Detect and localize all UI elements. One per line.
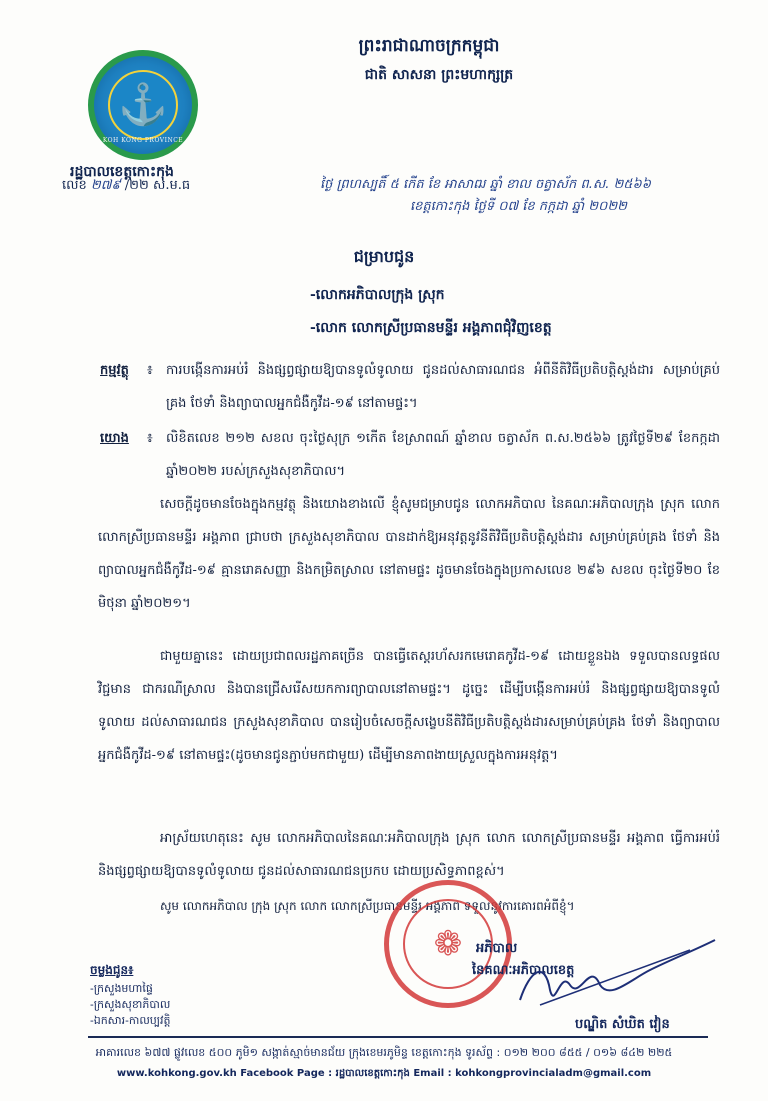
body-paragraph-2: ជាមួយគ្នានេះ ដោយប្រជាពលរដ្ឋភាគច្រើន បានធ្វើតេស្តរហ័សរកមេរោគកូវីដ-១៩ ដោយខ្លួនឯង ទទួលបានលទ្ធផលវិជ្ជមាន ជាករណីស្រាល និងបានជ្រើសរើសយកការព្យាបាលនៅតាមផ្ទះ។ ដូច្នេះ ដើម្បីបង្កើនការអប់រំ និងផ្សព្វផ្សាយឱ្យបានទូលំទូលាយ ដល់សាធារណជន ក្រសួងសុខាភិបាល បានរៀបចំសេចក្តីសង្ខេបនីតិវិធីប្រតិបត្តិស្តង់ដារសម្រាប់គ្រប់គ្រង ថែទាំ និងព្យាបាលអ្នកជំងឺកូវីដ-១៩ នៅតាមផ្ទះ(ដូចមានជូនភ្ជាប់មកជាមួយ) ដើម្បីមានភាពងាយស្រួលក្នុងការអនុវត្ត។ [98,649,720,763]
copy-to-item: -ក្រសួងសុខាភិបាល [90,998,171,1011]
kingdom-title: ព្រះរាជាណាចក្រកម្ពុជា [358,36,500,56]
lunar-date: ថ្ងៃ ព្រហស្បតិ៍ ៥ កើត ខែ អាសាឍ ឆ្នាំ ខាល ចត្វាស័ក ព.ស. ២៥៦៦ [320,177,651,192]
ref-number: ២៧៩ [90,178,121,193]
recipient-2: -លោក លោកស្រីប្រធានមន្ទីរ អង្គភាពជុំវិញខេត្ត [310,320,552,336]
handwritten-signature [500,930,720,1020]
footer-address: អាគារលេខ ៦៧៧ ផ្លូវលេខ ៥០០ ភូមិ១ សង្កាត់ស្មាច់មានជ័យ ក្រុងខេមរភូមិន្ទ ខេត្តកោះកុង ទូរស័ព្ទ : ០១២ ២០០ ៨៥៥ / ០១៦ ៨៤២ ២២៥ [95,1046,673,1059]
footer-divider [88,1036,708,1038]
ref-label: លេខ [62,178,87,193]
signatory-title: អភិបាល [476,941,518,956]
signatory-name: បណ្ឌិត សំឃិត វៀន [575,1017,670,1032]
national-motto: ជាតិ សាសនា ព្រះមហាក្សត្រ [364,67,514,83]
solar-date: ខេត្តកោះកុង ថ្ងៃទី ០៧ ខែ កក្កដា ឆ្នាំ ២០២២ [410,199,628,214]
recipient-1: -លោកអភិបាលក្រុង ស្រុក [310,287,445,303]
subject-row [100,354,720,420]
signatory-title-2: នៃគណៈអភិបាលខេត្ត [472,963,575,978]
anchor-icon: ⚓ [118,82,168,128]
subject-colon: ៖ [147,363,153,378]
body-paragraph-3: អាស្រ័យហេតុនេះ សូម លោកអភិបាលនៃគណៈអភិបាលក្រុង ស្រុក លោក លោកស្រីប្រធានមន្ទីរ អង្គភាព ធ្វើការអប់រំ និងផ្សព្វផ្សាយឱ្យបានទូលំទូលាយ ជូនដល់សាធារណជនប្រកប ដោយប្រសិទ្ធភាពខ្ពស់។ [98,831,720,879]
closing-paragraph: សូម លោកអភិបាល ក្រុង ស្រុក លោក លោកស្រីប្រធានមន្ទីរ អង្គភាព ទទួលនូវការគោរពអំពីខ្ញុំ។ [160,899,575,913]
reference-row [100,422,720,488]
copy-to-title: ចម្លងជូន៖ [90,963,134,977]
copy-to-item: -ក្រសួងមហាផ្ទៃ [90,982,153,995]
subject-text: ការបង្កើនការអប់រំ និងផ្សព្វផ្សាយឱ្យបានទូលំទូលាយ ជូនដល់សាធារណជន អំពីនីតិវិធីប្រតិបត្តិស្តង់ដារ សម្រាប់គ្រប់គ្រង ថែទាំ និងព្យាបាលអ្នកជំងឺកូវីដ-១៩ នៅតាមផ្ទះ។ [166,363,720,411]
body-paragraph-1: សេចក្តីដូចមានចែងក្នុងកម្មវត្ថុ និងយោងខាងលើ ខ្ញុំសូមជម្រាបជូន លោកអភិបាល នៃគណៈអភិបាលក្រុង ស្រុក លោក លោកស្រីប្រធានមន្ទីរ អង្គភាព ជ្រាបថា ក្រសួងសុខាភិបាល បានដាក់ឱ្យអនុវត្តនូវនីតិវិធីប្រតិបត្តិស្តង់ដារ សម្រាប់គ្រប់គ្រង ថែទាំ និងព្យាបាលអ្នកជំងឺកូវីដ-១៩ គ្មានរោគសញ្ញា និងកម្រិតស្រាល នៅតាមផ្ទះ ដូចមានចែងក្នុងប្រកាសលេខ ២៩៦ សខល ចុះថ្ងៃទី២០ ខែមិថុនា ឆ្នាំ២០២១។ [98,497,720,611]
reference-label: យោង [100,431,129,446]
organization-name: រដ្ឋបាលខេត្តកោះកុង [70,164,174,180]
subject-label: កម្មវត្ថុ [100,363,129,378]
footer-contact: www.kohkong.gov.kh Facebook Page : រដ្ឋបាលខេត្តកោះកុង Email : kohkongprovincialadm@gmail.com [116,1068,652,1079]
stamp-emblem-icon: ❁ [433,924,463,964]
reference-number [62,177,190,196]
reference-colon: ៖ [147,431,153,446]
copy-to-item: -ឯកសារ-កាលប្បវត្តិ [90,1014,171,1027]
logo-text: KOH KONG PROVINCE [102,137,184,144]
notice-title: ជម្រាបជូន [353,247,415,266]
ref-suffix: /២២ ស.ម.ធ [124,178,191,193]
reference-text: លិខិតលេខ ២១២ សខល ចុះថ្ងៃសុក្រ ១កើត ខែស្រាពណ៍ ឆ្នាំខាល ចត្វាស័ក ព.ស.២៥៦៦ ត្រូវថ្ងៃទី២៩ ខែកក្កដា ឆ្នាំ២០២២ របស់ក្រសួងសុខាភិបាល។ [166,431,720,479]
